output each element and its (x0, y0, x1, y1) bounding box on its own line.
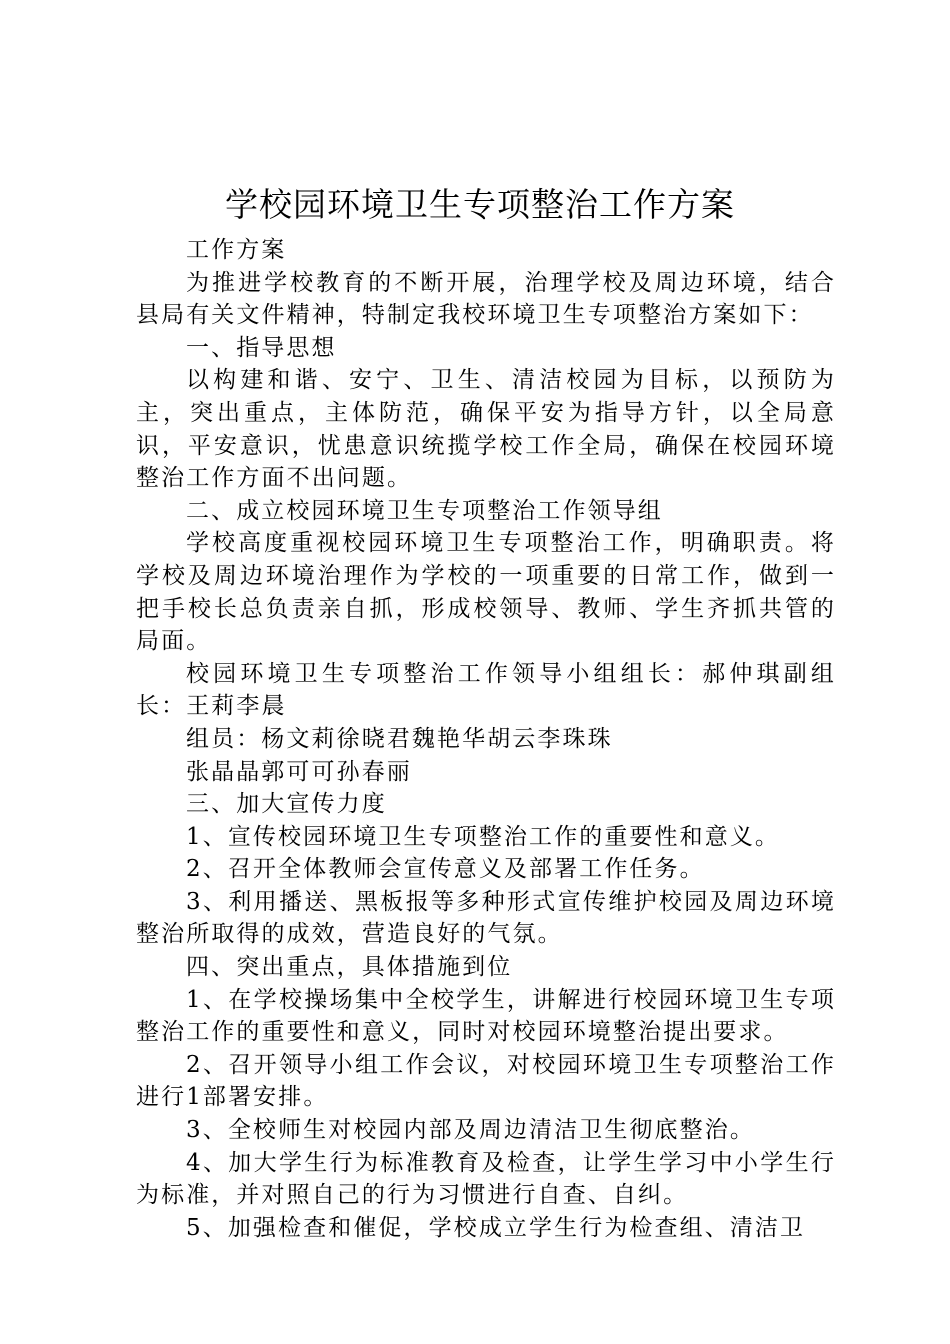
list-item: 2、召开全体教师会宣传意义及部署工作任务。 (186, 856, 705, 883)
document-title: 学校园环境卫生专项整治工作方案 (225, 185, 735, 224)
paragraph-leader-list: 校园环境卫生专项整治工作领导小组组长：郝仲琪副组长：王莉李晨 (136, 660, 836, 720)
list-item: 3、全校师生对校园内部及周边清洁卫生彻底整治。 (186, 1117, 755, 1144)
paragraph-members: 组员：杨文莉徐晓君魏艳华胡云李珠珠 (186, 725, 613, 752)
paragraph-intro: 为推进学校教育的不断开展，治理学校及周边环境，结合县局有关文件精神，特制定我校环境卫生专项整治方案如下： (136, 269, 836, 329)
list-item: 1、在学校操场集中全校学生，讲解进行校园环境卫生专项整治工作的重要性和意义，同时对校园环境整治提出要求。 (136, 986, 836, 1046)
paragraph-members-cont: 张晶晶郭可可孙春丽 (186, 758, 412, 785)
paragraph-leadership: 学校高度重视校园环境卫生专项整治工作，明确职责。将学校及周边环境治理作为学校的一项重要的日常工作，做到一把手校长总负责亲自抓，形成校领导、教师、学生齐抓共管的局面。 (136, 530, 836, 655)
list-item: 4、加大学生行为标准教育及检查，让学生学习中小学生行为标准，并对照自己的行为习惯进行自查、自纠。 (136, 1149, 836, 1209)
section-heading-3: 三、加大宣传力度 (186, 791, 387, 818)
section-heading-4: 四、突出重点，具体措施到位 (186, 954, 513, 981)
list-item: 1、宣传校园环境卫生专项整治工作的重要性和意义。 (186, 823, 781, 850)
document-page (136, 176, 836, 1244)
list-item: 5、加强检查和催促，学校成立学生行为检查组、清洁卫 (186, 1214, 806, 1241)
list-item: 2、召开领导小组工作会议，对校园环境卫生专项整治工作进行1部署安排。 (136, 1051, 836, 1111)
paragraph-guiding-thought: 以构建和谐、安宁、卫生、清洁校园为目标，以预防为主，突出重点，主体防范，确保平安为指导方针，以全局意识，平安意识，忧患意识统揽学校工作全局，确保在校园环境整治工作方面不出问题。 (136, 367, 836, 492)
section-heading-2: 二、成立校园环境卫生专项整治工作领导组 (186, 497, 663, 524)
paragraph-subtitle: 工作方案 (186, 237, 287, 263)
list-item: 3、利用播送、黑板报等多种形式宣传维护校园及周边环境整治所取得的成效，营造良好的气氛。 (136, 888, 836, 948)
section-heading-1: 一、指导思想 (186, 334, 337, 361)
document-body (136, 234, 836, 1244)
